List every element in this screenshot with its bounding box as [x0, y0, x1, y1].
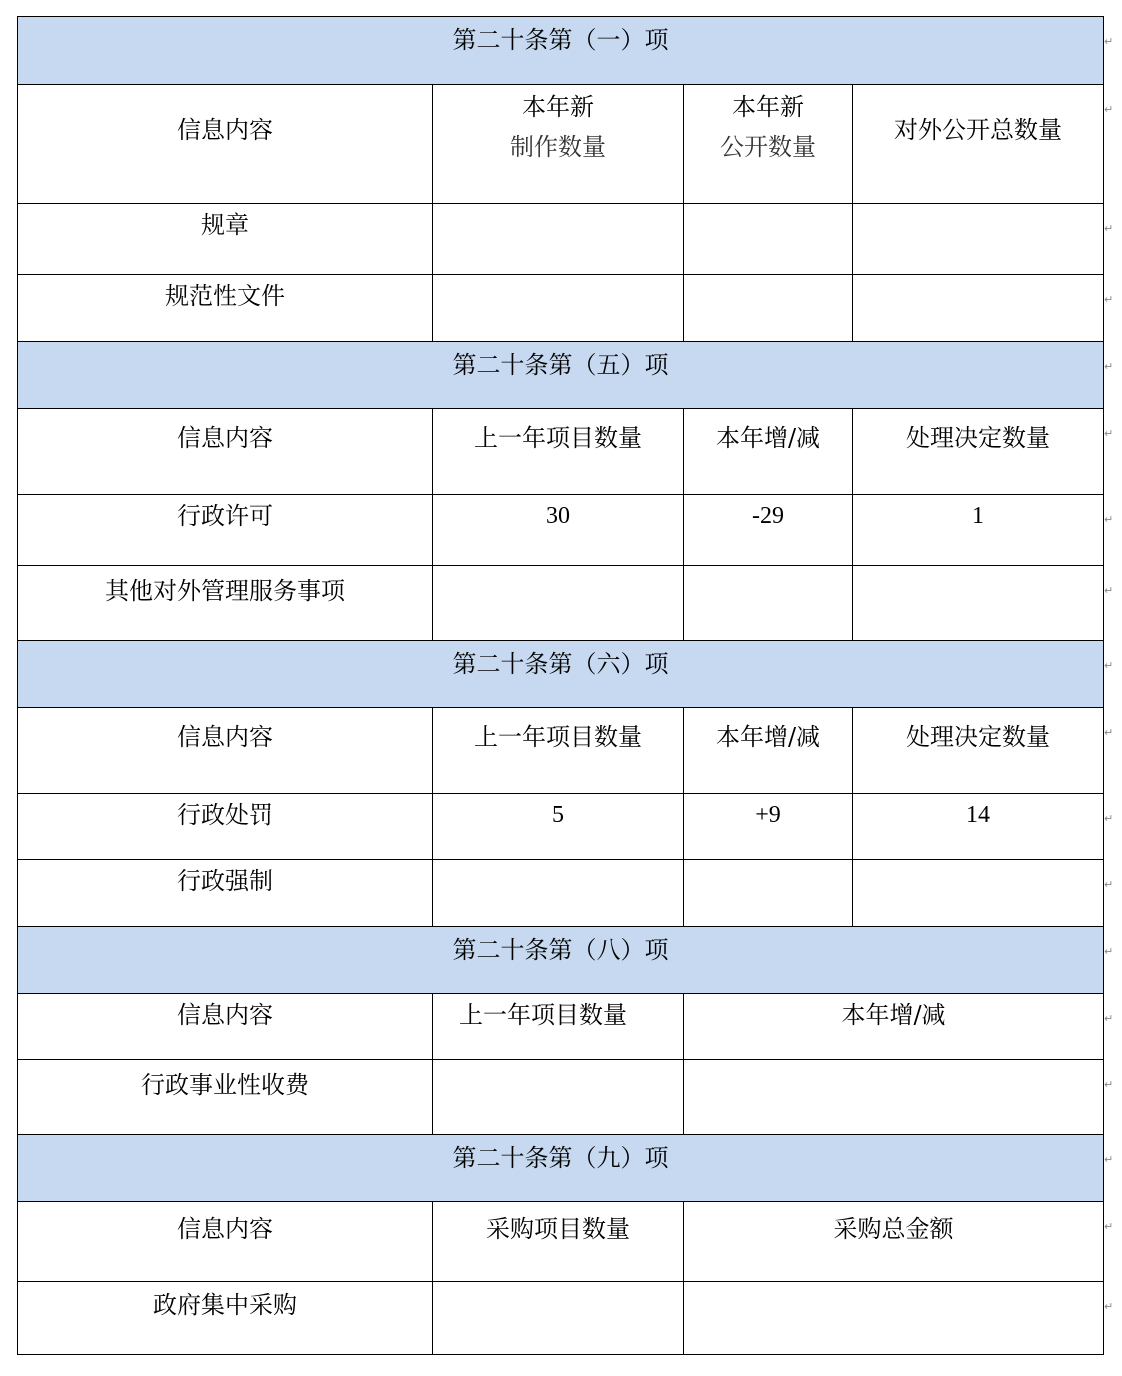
header-purchase-total-amount: 采购总金额: [684, 1202, 1104, 1282]
column-header-row: [18, 1202, 1104, 1282]
header-decision-count: 处理决定数量: [853, 409, 1104, 495]
table-row: [18, 275, 1104, 342]
row-label: 规章: [18, 204, 433, 275]
paragraph-mark-icon: ↵: [1104, 221, 1114, 235]
table-row: [18, 1282, 1104, 1355]
cell-value: [853, 204, 1104, 275]
section-title: 第二十条第（九）项: [18, 1135, 1104, 1202]
table-row: [18, 204, 1104, 275]
header-line: 公开数量: [720, 133, 816, 161]
paragraph-mark-icon: ↵: [1104, 1219, 1114, 1233]
paragraph-mark-icon: ↵: [1104, 658, 1114, 672]
cell-value: [433, 1060, 684, 1135]
column-header-row: [18, 708, 1104, 794]
row-label: 其他对外管理服务事项: [18, 566, 433, 641]
table-row: [18, 794, 1104, 860]
info-disclosure-table: [17, 16, 1104, 1355]
cell-value: [684, 566, 853, 641]
header-prev-year-count: 上一年项目数量: [433, 994, 684, 1060]
cell-value: [684, 1060, 1104, 1135]
paragraph-mark-icon: ↵: [1104, 426, 1114, 440]
cell-value: [853, 860, 1104, 927]
header-info-content: 信息内容: [18, 85, 433, 204]
section-title: 第二十条第（八）项: [18, 927, 1104, 994]
cell-value: [853, 566, 1104, 641]
cell-value: +9: [684, 794, 853, 860]
paragraph-mark-icon: ↵: [1104, 877, 1114, 891]
header-info-content: 信息内容: [18, 708, 433, 794]
header-prev-year-count: 上一年项目数量: [433, 708, 684, 794]
section-title: 第二十条第（六）项: [18, 641, 1104, 708]
header-info-content: 信息内容: [18, 994, 433, 1060]
section-header-row: [18, 17, 1104, 85]
paragraph-mark-icon: ↵: [1104, 1152, 1114, 1166]
cell-value: [433, 566, 684, 641]
paragraph-mark-icon: ↵: [1104, 944, 1114, 958]
section-header-row: [18, 1135, 1104, 1202]
header-line: 本年新: [522, 93, 594, 121]
cell-value: [433, 204, 684, 275]
section-header-row: [18, 641, 1104, 708]
header-year-change: 本年增/减: [684, 994, 1104, 1060]
table-row: [18, 495, 1104, 566]
header-new-made-count: [433, 85, 684, 204]
column-header-row: [18, 994, 1104, 1060]
paragraph-mark-icon: ↵: [1104, 725, 1114, 739]
cell-value: [433, 860, 684, 927]
column-header-row: [18, 409, 1104, 495]
header-purchase-item-count: 采购项目数量: [433, 1202, 684, 1282]
paragraph-mark-icon: ↵: [1104, 1011, 1114, 1025]
section-header-row: [18, 927, 1104, 994]
row-label: 行政强制: [18, 860, 433, 927]
paragraph-mark-icon: ↵: [1104, 292, 1114, 306]
cell-value: -29: [684, 495, 853, 566]
cell-value: [684, 204, 853, 275]
header-new-published-count: [684, 85, 853, 204]
table-row: [18, 860, 1104, 927]
cell-value: [684, 860, 853, 927]
column-header-row: [18, 85, 1104, 204]
header-year-change: 本年增/减: [684, 708, 853, 794]
cell-value: 14: [853, 794, 1104, 860]
section-title: 第二十条第（五）项: [18, 342, 1104, 409]
cell-value: [684, 275, 853, 342]
cell-value: [853, 275, 1104, 342]
row-label: 行政处罚: [18, 794, 433, 860]
header-decision-count: 处理决定数量: [853, 708, 1104, 794]
table-row: [18, 1060, 1104, 1135]
cell-value: [433, 1282, 684, 1355]
cell-value: 1: [853, 495, 1104, 566]
cell-value: 5: [433, 794, 684, 860]
cell-value: [684, 1282, 1104, 1355]
paragraph-mark-icon: ↵: [1104, 359, 1114, 373]
header-line: 本年新: [732, 93, 804, 121]
table-row: [18, 566, 1104, 641]
paragraph-mark-icon: ↵: [1104, 512, 1114, 526]
paragraph-mark-icon: ↵: [1104, 102, 1114, 116]
header-line: 制作数量: [510, 133, 606, 161]
paragraph-mark-icon: ↵: [1104, 583, 1114, 597]
paragraph-mark-icon: ↵: [1104, 1299, 1114, 1313]
paragraph-mark-icon: ↵: [1104, 1077, 1114, 1091]
paragraph-mark-icon: ↵: [1104, 811, 1114, 825]
header-info-content: 信息内容: [18, 1202, 433, 1282]
row-label: 行政许可: [18, 495, 433, 566]
header-prev-year-count: 上一年项目数量: [433, 409, 684, 495]
cell-value: [433, 275, 684, 342]
section-header-row: [18, 342, 1104, 409]
row-label: 规范性文件: [18, 275, 433, 342]
cell-value: 30: [433, 495, 684, 566]
section-title: 第二十条第（一）项: [18, 17, 1104, 85]
row-label: 政府集中采购: [18, 1282, 433, 1355]
header-year-change: 本年增/减: [684, 409, 853, 495]
header-info-content: 信息内容: [18, 409, 433, 495]
row-label: 行政事业性收费: [18, 1060, 433, 1135]
paragraph-mark-icon: ↵: [1104, 34, 1114, 48]
header-total-published-count: 对外公开总数量: [853, 85, 1104, 204]
